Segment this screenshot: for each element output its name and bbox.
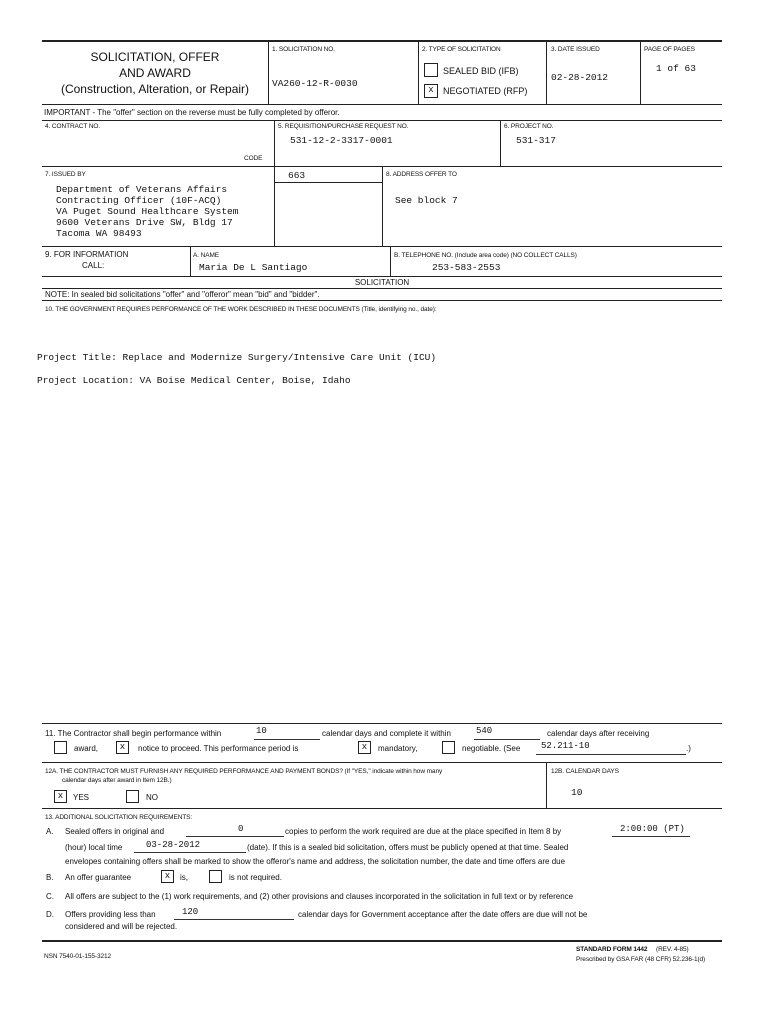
- type-of-solicitation-label: 2. TYPE OF SOLICITATION: [422, 46, 501, 53]
- item12a-label-line2: calendar days after award in Item 12B.): [62, 777, 172, 784]
- address-offer-label: 8. ADDRESS OFFER TO: [386, 171, 457, 178]
- acceptance-days-value: 120: [182, 907, 199, 917]
- acceptance-days-line: [174, 919, 294, 920]
- item11-text3: calendar days after receiving: [547, 729, 650, 738]
- item13b-text: An offer guarantee: [65, 873, 132, 882]
- issued-by-line: VA Puget Sound Healthcare System: [56, 206, 239, 217]
- item13a-text1: Sealed offers in original and: [65, 827, 165, 836]
- see-reference-close: .): [686, 744, 691, 753]
- issued-by-line: Contracting Officer (10F-ACQ): [56, 195, 222, 206]
- prescribed-by: Prescribed by GSA FAR (48 CFR) 52.236-1(d): [576, 956, 706, 963]
- item13c-text: All offers are subject to the (1) work requirements, and (2) other provisions and clauses incorporated in the solicitation in full text or by reference: [65, 892, 574, 901]
- sealed-bid-label: SEALED BID (IFB): [443, 66, 519, 76]
- form-title-line3: (Construction, Alteration, or Repair): [60, 82, 250, 96]
- date-issued-value: 02-28-2012: [551, 72, 609, 83]
- item13c-letter: C.: [46, 892, 54, 901]
- for-information-label: 9. FOR INFORMATION: [45, 250, 129, 259]
- project-no-label: 6. PROJECT NO.: [504, 123, 554, 130]
- date-line: [134, 852, 246, 853]
- page-of-pages-value: 1 of 63: [656, 63, 696, 74]
- negotiable-label: negotiable. (See: [462, 744, 521, 753]
- item13b-letter: B.: [46, 873, 54, 882]
- calendar-days-value: 10: [571, 787, 583, 798]
- bonds-no-label: NO: [146, 793, 158, 802]
- form-revision: (REV. 4-85): [656, 946, 689, 953]
- begin-days-line: [254, 739, 320, 740]
- mandatory-label: mandatory,: [378, 744, 418, 753]
- item13a-text2: copies to perform the work required are due at the place specified in Item 8 by: [285, 827, 562, 836]
- form-title-line1: SOLICITATION, OFFER: [90, 50, 220, 64]
- bonds-no-checkbox[interactable]: [126, 790, 139, 803]
- begin-days-value: 10: [256, 726, 267, 736]
- issued-by-line: Tacoma WA 98493: [56, 228, 142, 239]
- time-line: [612, 836, 690, 837]
- item11-text1: 11. The Contractor shall begin performance within: [45, 729, 222, 738]
- copies-value: 0: [238, 824, 244, 834]
- item13d-text2: calendar days for Government acceptance after the date offers are due will not be: [298, 910, 588, 919]
- item13a-text4: (date). If this is a sealed bid solicitation, offers must be publicly opened at that time. Sealed: [247, 843, 569, 852]
- award-label: award,: [74, 744, 99, 753]
- guarantee-is-checkbox[interactable]: x: [161, 870, 174, 883]
- negotiated-label: NEGOTIATED (RFP): [443, 86, 528, 96]
- guarantee-not-checkbox[interactable]: [209, 870, 222, 883]
- issued-by-address: [56, 184, 238, 239]
- due-date-value: 03-28-2012: [146, 840, 201, 850]
- complete-days-value: 540: [476, 726, 493, 736]
- item13d-text3: considered and will be rejected.: [65, 922, 178, 931]
- guarantee-is-label: is,: [180, 873, 188, 882]
- item11-text2: calendar days and complete it within: [322, 729, 451, 738]
- contract-no-label: 4. CONTRACT NO.: [45, 123, 101, 130]
- solicitation-no-label: 1. SOLICITATION NO.: [272, 46, 335, 53]
- project-title: Project Title: Replace and Modernize Surgery/Intensive Care Unit (ICU): [37, 352, 437, 363]
- issued-by-label: 7. ISSUED BY: [45, 171, 86, 178]
- item12a-label-line1: 12A. THE CONTRACTOR MUST FURNISH ANY REQUIRED PERFORMANCE AND PAYMENT BONDS? (If "YES," indicate within how many: [45, 768, 443, 775]
- item13d-text1: Offers providing less than: [65, 910, 156, 919]
- requisition-label: 5. REQUISITION/PURCHASE REQUEST NO.: [278, 123, 409, 130]
- notice-to-proceed-label: notice to proceed. This performance period is: [138, 744, 299, 753]
- due-time-value: 2:00:00 (PT): [620, 824, 685, 834]
- copies-line: [186, 836, 284, 837]
- solicitation-no-value: VA260-12-R-0030: [272, 78, 358, 89]
- issued-by-line: Department of Veterans Affairs: [56, 184, 228, 195]
- call-label: CALL:: [82, 261, 105, 270]
- negotiated-checkbox[interactable]: x: [424, 84, 438, 98]
- item13d-letter: D.: [46, 910, 54, 919]
- solicitation-header: SOLICITATION: [354, 278, 410, 287]
- name-label: A. NAME: [193, 252, 220, 259]
- important-note: IMPORTANT - The "offer" section on the reverse must be fully completed by offeror.: [44, 108, 340, 117]
- bonds-yes-checkbox[interactable]: x: [54, 790, 67, 803]
- notice-to-proceed-checkbox[interactable]: x: [116, 741, 129, 754]
- project-location: Project Location: VA Boise Medical Center, Boise, Idaho: [37, 375, 351, 386]
- standard-form-number: STANDARD FORM 1442: [576, 946, 648, 953]
- guarantee-not-label: is not required.: [229, 873, 282, 882]
- item13a-text3: (hour) local time: [65, 843, 123, 852]
- item12b-label: 12B. CALENDAR DAYS: [551, 768, 619, 775]
- form-title-line2: AND AWARD: [119, 66, 191, 80]
- code-label: CODE: [244, 155, 263, 162]
- requisition-value: 531-12-2-3317-0001: [290, 135, 393, 146]
- bonds-yes-label: YES: [73, 793, 90, 802]
- item13a-letter: A.: [46, 827, 54, 836]
- see-reference-value: 52.211-10: [541, 741, 590, 751]
- issued-by-line: 9600 Veterans Drive SW, Bldg 17: [56, 217, 233, 228]
- item13a-text5: envelopes containing offers shall be marked to show the offeror's name and address, the solicitation number, the date and time offers are due: [65, 857, 566, 866]
- item10-label: 10. THE GOVERNMENT REQUIRES PERFORMANCE OF THE WORK DESCRIBED IN THESE DOCUMENTS (Title, identifying no., date):: [45, 306, 437, 313]
- page-of-pages-label: PAGE OF PAGES: [644, 46, 695, 53]
- issued-by-code-value: 663: [288, 170, 306, 181]
- date-issued-label: 3. DATE ISSUED: [551, 46, 600, 53]
- negotiable-checkbox[interactable]: [442, 741, 455, 754]
- nsn-number: NSN 7540-01-155-3212: [44, 953, 112, 960]
- see-ref-line: [536, 754, 686, 755]
- complete-days-line: [474, 739, 540, 740]
- telephone-label: B. TELEPHONE NO. (Include area code) (NO COLLECT CALLS): [394, 252, 577, 259]
- contact-name-value: Maria De L Santiago: [199, 262, 308, 273]
- item13-label: 13. ADDITIONAL SOLICITATION REQUIREMENTS:: [45, 814, 193, 821]
- project-no-value: 531-317: [516, 135, 556, 146]
- address-offer-value: See block 7: [395, 195, 458, 206]
- award-checkbox[interactable]: [54, 741, 67, 754]
- sealed-bid-note: NOTE: In sealed bid solicitations "offer" and "offeror" mean "bid" and "bidder".: [45, 290, 320, 299]
- mandatory-checkbox[interactable]: x: [358, 741, 371, 754]
- telephone-value: 253-583-2553: [432, 262, 501, 273]
- sealed-bid-checkbox[interactable]: [424, 63, 438, 77]
